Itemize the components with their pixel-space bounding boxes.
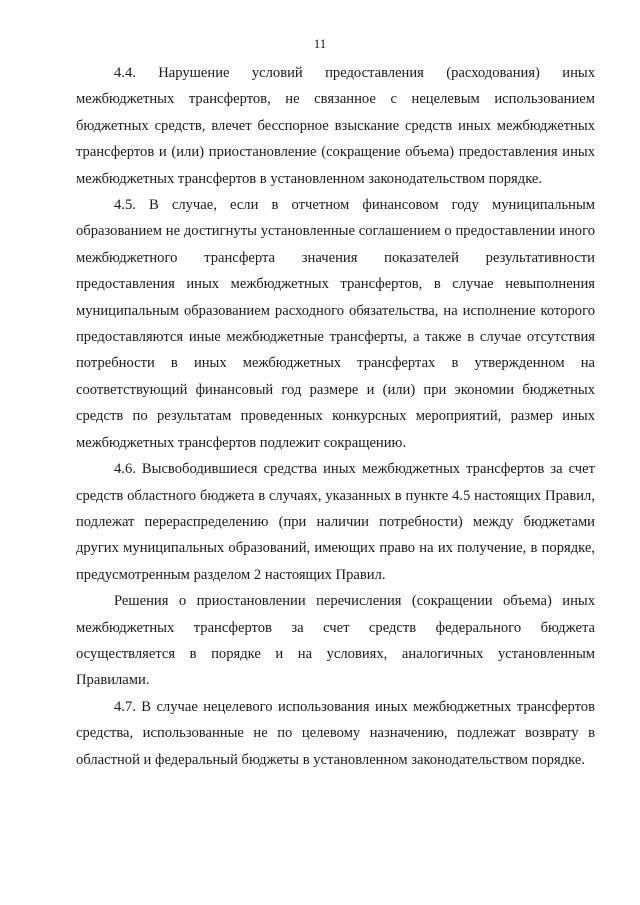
paragraph-4-6-decisions: Решения о приостановлении перечисления (сокращении объема) иных межбюджетных трансфертов за счет средств федерального бюджета осуществляется в порядке и на условиях, аналогичных установленным Правилами. bbox=[76, 593, 595, 689]
page-number: 11 bbox=[313, 36, 327, 51]
document-body bbox=[76, 60, 595, 773]
paragraph-4-6: 4.6. Высвободившиеся средства иных межбюджетных трансфертов за счет средств областного бюджета в случаях, указанных в пункте 4.5 настоящих Правил, подлежат перераспределению (при наличии потребности) между бюджетами других муниципальных образований, имеющих право на их получение, в порядке, предусмотренным разделом 2 настоящих Правил. bbox=[76, 461, 595, 583]
paragraph-4-5: 4.5. В случае, если в отчетном финансовом году муниципальным образованием не достигнуты установленные соглашением о предоставлении иного межбюджетного трансферта значения показателей результативности предоставления иных межбюджетных трансфертов, в случае невыполнения муниципальным образованием расходного обязательства, на исполнение которого предоставляются иные межбюджетные трансферты, а также в случае отсутствия потребности в иных межбюджетных трансфертах в утвержденном на соответствующий финансовый год размере и (или) при экономии бюджетных средств по результатам проведенных конкурсных мероприятий, размер иных межбюджетных трансфертов подлежит сокращению. bbox=[76, 197, 595, 451]
paragraph-4-7: 4.7. В случае нецелевого использования иных межбюджетных трансфертов средства, использованные не по целевому назначению, подлежат возврату в областной и федеральный бюджеты в установленном законодательством порядке. bbox=[76, 698, 595, 768]
paragraph-4-4: 4.4. Нарушение условий предоставления (расходования) иных межбюджетных трансфертов, не связанное с нецелевым использованием бюджетных средств, влечет бесспорное взыскание средств иных межбюджетных трансфертов и (или) приостановление (сокращение объема) предоставления иных межбюджетных трансфертов в установленном законодательством порядке. bbox=[76, 65, 595, 187]
